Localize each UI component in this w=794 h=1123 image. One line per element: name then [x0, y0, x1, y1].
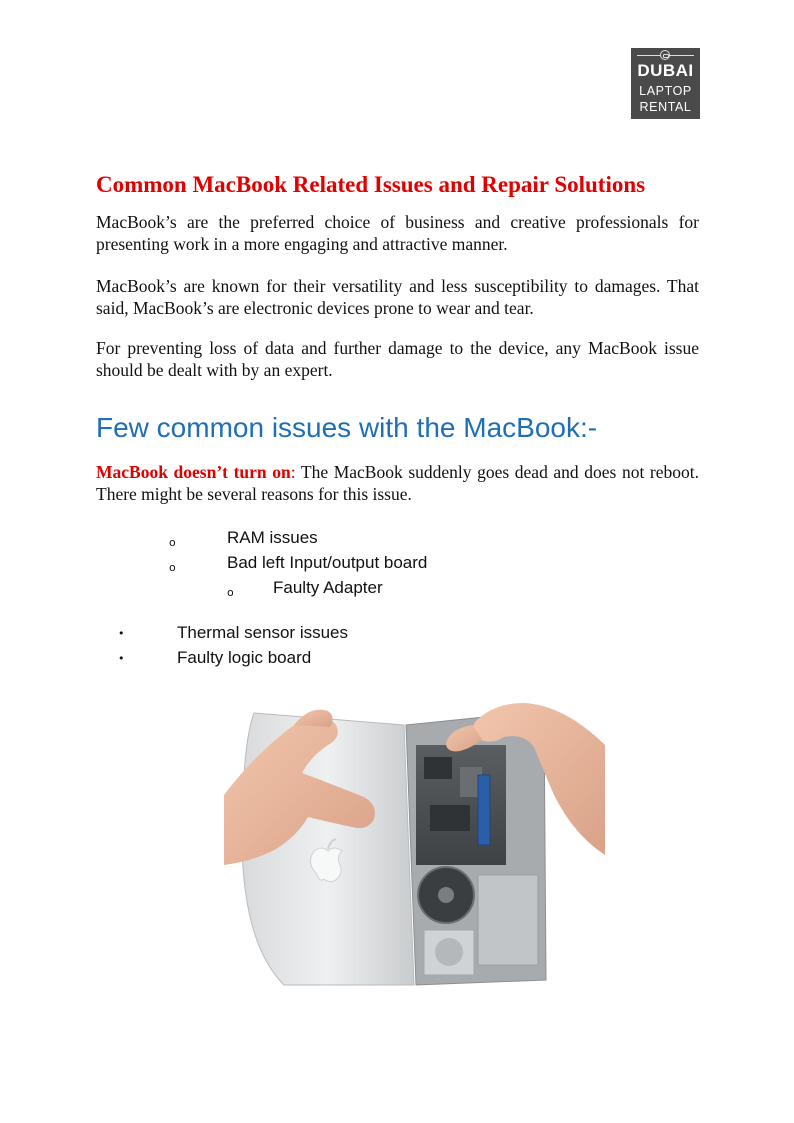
macbook-repair-photo	[224, 685, 605, 990]
list-item: RAM issues	[227, 528, 318, 547]
list-item: Faulty logic board	[177, 648, 312, 667]
intro-paragraph-1: MacBook’s are the preferred choice of business and creative professionals for presenting work in a more engaging and attractive manner.	[96, 212, 699, 254]
circle-marker: o	[169, 536, 176, 549]
list-item: Thermal sensor issues	[177, 623, 349, 642]
document-title: Common MacBook Related Issues and Repair Solutions	[96, 172, 646, 197]
bullet-marker: •	[118, 652, 125, 665]
logo-line-3: RENTAL	[639, 100, 692, 114]
intro-paragraph-2: MacBook’s are known for their versatility and less susceptibility to damages. That said, MacBook’s are electronic devices prone to wear and tear.	[96, 276, 699, 318]
issue-paragraph	[96, 461, 699, 505]
section-heading: Few common issues with the MacBook:-	[96, 412, 598, 443]
logo-line-2: LAPTOP	[639, 84, 692, 98]
laptop-icon	[660, 50, 670, 60]
company-logo	[631, 48, 700, 119]
list-item: Bad left Input/output board	[227, 553, 428, 572]
logo-line-1: DUBAI	[637, 61, 694, 80]
issue-colon: :	[290, 462, 296, 482]
issue-lead: MacBook doesn’t turn on	[96, 462, 291, 482]
list-item: Faulty Adapter	[273, 578, 383, 597]
circle-marker: o	[227, 586, 234, 599]
bullet-marker: •	[118, 627, 125, 640]
issue-text: The MacBook suddenly goes dead and does not reboot. There might be several reasons for this issue.	[96, 462, 699, 504]
intro-paragraph-3: For preventing loss of data and further damage to the device, any MacBook issue should be dealt with by an expert.	[96, 338, 699, 380]
circle-marker: o	[169, 561, 176, 574]
